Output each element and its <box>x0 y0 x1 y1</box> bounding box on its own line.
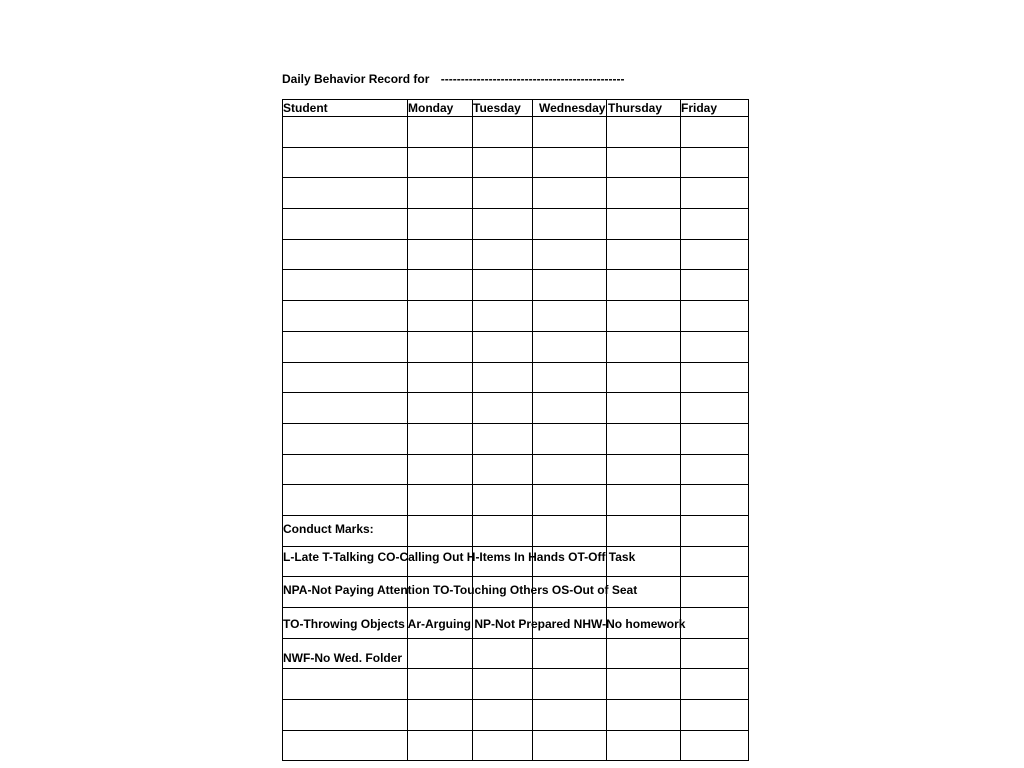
conduct-key-line-1: L-Late T-Talking CO-Calling Out H-Items In Hands OT-Off Task <box>283 549 636 564</box>
conduct-key-row <box>282 577 749 608</box>
title-text: Daily Behavior Record for <box>282 72 430 86</box>
student-row[interactable] <box>282 363 749 394</box>
student-row[interactable] <box>282 240 749 271</box>
header-monday: Monday <box>408 101 454 115</box>
conduct-marks-row <box>282 516 749 547</box>
conduct-key-line-2: NPA-Not Paying Attention TO-Touching Others OS-Out of Seat <box>283 583 638 598</box>
student-row[interactable] <box>282 424 749 455</box>
student-row[interactable] <box>282 393 749 424</box>
student-row[interactable] <box>282 301 749 332</box>
conduct-key-row <box>282 547 749 578</box>
header-friday: Friday <box>681 101 718 115</box>
header-thursday: Thursday <box>608 101 663 115</box>
student-row[interactable] <box>282 270 749 301</box>
conduct-key-line-4: NWF-No Wed. Folder <box>283 650 403 665</box>
header-wednesday: Wednesday <box>539 101 606 115</box>
student-row[interactable] <box>282 700 749 731</box>
conduct-marks-heading: Conduct Marks: <box>283 521 374 536</box>
conduct-key-row <box>282 639 749 670</box>
student-row[interactable] <box>282 731 749 762</box>
student-row[interactable] <box>282 455 749 486</box>
student-row[interactable] <box>282 332 749 363</box>
student-row[interactable] <box>282 178 749 209</box>
student-row[interactable] <box>282 669 749 700</box>
title-blank-line: ---------------------------------------------- <box>440 72 625 86</box>
behavior-record-table <box>282 99 749 761</box>
student-row[interactable] <box>282 209 749 240</box>
student-row[interactable] <box>282 148 749 179</box>
document-title <box>282 72 625 86</box>
header-tuesday: Tuesday <box>473 101 521 115</box>
conduct-key-row <box>282 608 749 639</box>
table-header-row <box>282 99 749 117</box>
student-row[interactable] <box>282 485 749 516</box>
header-student: Student <box>283 101 328 115</box>
conduct-key-line-3: TO-Throwing Objects Ar-Arguing NP-Not Prepared NHW-No homework <box>283 617 686 631</box>
student-row[interactable] <box>282 117 749 148</box>
